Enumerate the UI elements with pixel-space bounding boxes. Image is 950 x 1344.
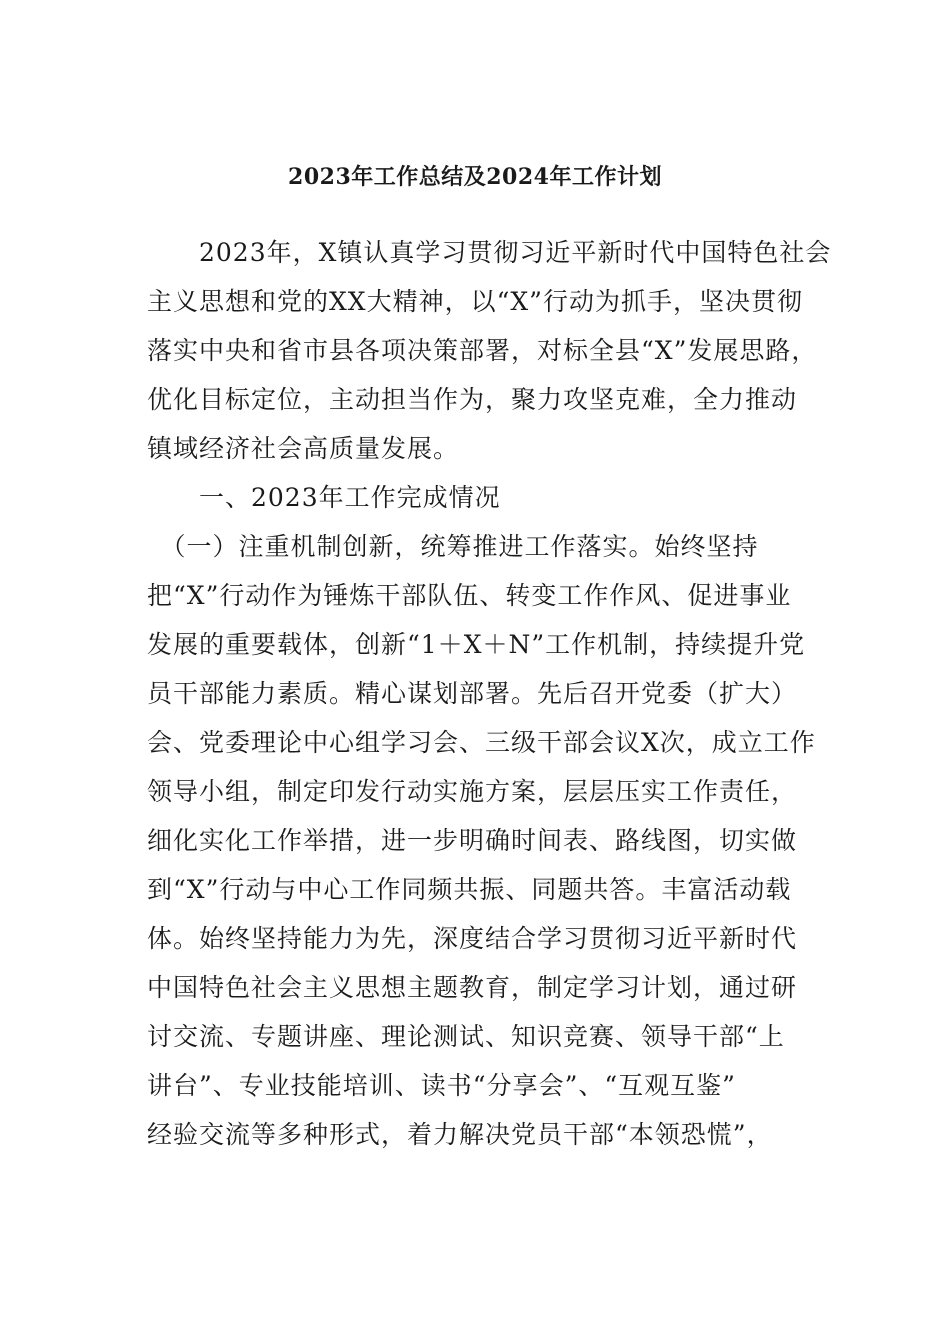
- text-line: 领导小组，制定印发行动实施方案，层层压实工作责任，: [147, 777, 798, 806]
- text-line: 把“X”行动作为锤炼干部队伍、转变工作作风、促进事业: [147, 581, 792, 610]
- text-line: 落实中央和省市县各项决策部署，对标全县“X”发展思路，: [147, 336, 818, 365]
- text-line: 主义思想和党的XX大精神，以“X”行动为抓手，坚决贯彻: [147, 287, 803, 316]
- text-line: 2023年，X镇认真学习贯彻习近平新时代中国特色社会: [147, 238, 832, 267]
- text-line: 到“X”行动与中心工作同频共振、同题共答。丰富活动载: [147, 875, 792, 904]
- text-line: 细化实化工作举措，进一步明确时间表、路线图，切实做: [147, 826, 798, 855]
- text-line: 中国特色社会主义思想主题教育，制定学习计划，通过研: [147, 973, 798, 1002]
- text-line: 体。始终坚持能力为先，深度结合学习贯彻习近平新时代: [147, 924, 798, 953]
- text-line: （一）注重机制创新，统筹推进工作落实。始终坚持: [147, 532, 759, 561]
- text-line: 会、党委理论中心组学习会、三级干部会议X次，成立工作: [147, 728, 816, 757]
- text-line: 经验交流等多种形式，着力解决党员干部“本领恐慌”，: [147, 1120, 773, 1149]
- section-paragraph: [147, 522, 827, 1159]
- text-line: 讨交流、专题讲座、理论测试、知识竞赛、领导干部“上: [147, 1022, 785, 1051]
- section-heading: [147, 473, 827, 522]
- text-line: 员干部能力素质。精心谋划部署。先后召开党委（扩大）: [147, 679, 798, 708]
- intro-paragraph: [147, 228, 832, 473]
- document-title: 2023年工作总结及2024年工作计划: [288, 164, 662, 190]
- text-line: 优化目标定位，主动担当作为，聚力攻坚克难，全力推动: [147, 385, 798, 414]
- text-line: 讲台”、专业技能培训、读书“分享会”、“互观互鉴”: [147, 1071, 736, 1100]
- section-heading-text: 一、2023年工作完成情况: [147, 483, 501, 512]
- text-line: 镇域经济社会高质量发展。: [147, 434, 460, 463]
- text-line: 发展的重要载体，创新“1＋X＋N”工作机制，持续提升党: [147, 630, 806, 659]
